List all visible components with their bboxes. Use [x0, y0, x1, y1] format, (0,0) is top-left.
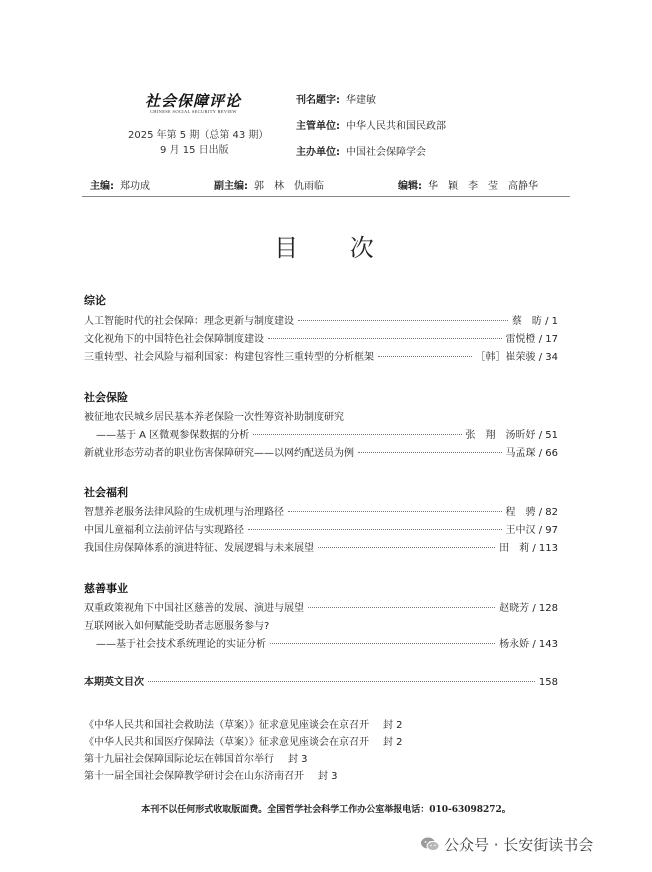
chief-editor-label: 主编:	[90, 181, 114, 192]
entry-author-page: 蔡 昉 / 1	[511, 316, 558, 327]
entry-title: 互联网嵌入如何赋能受助者志愿服务参与?	[84, 621, 270, 632]
entry-title: 人工智能时代的社会保障：理念更新与制度建设	[84, 316, 294, 327]
leader-dots	[268, 338, 502, 339]
watermark	[420, 834, 593, 855]
leader-dots	[308, 607, 495, 608]
deputy-editor-names: 郭 林 仇雨临	[254, 181, 324, 192]
entry-author-page: 赵晓芳 / 128	[499, 603, 558, 614]
toc-entry[interactable]	[84, 446, 558, 461]
leader-dots	[148, 681, 535, 682]
entry-title: 我国住房保障体系的演进特征、发展逻辑与未来展望	[84, 543, 314, 554]
header-divider	[82, 196, 570, 197]
footer-notice: 本刊不以任何形式收取版面费。全国哲学社会科学工作办公室举报电话：010-63098272。	[141, 805, 511, 815]
cover-note-text: 《中华人民共和国社会救助法（草案）》征求意见座谈会在京召开	[84, 720, 369, 731]
toc-entry[interactable]	[84, 332, 558, 347]
section-title-charity: 慈善事业	[84, 582, 128, 595]
toc-entry[interactable]	[84, 619, 558, 634]
cover-note-text: 第十一届全国社会保障教学研讨会在山东济南召开	[84, 771, 304, 782]
leader-dots	[378, 356, 472, 357]
leader-dots	[248, 529, 502, 530]
toc-entry[interactable]	[84, 541, 558, 556]
entry-author-page: 张 翔 汤昕妤 / 51	[465, 430, 558, 441]
meta-label: 主办单位:	[296, 147, 340, 158]
entry-page: 158	[538, 677, 558, 688]
cover-note	[84, 733, 403, 748]
toc-title: 目 次	[274, 234, 396, 262]
deputy-editor-label: 副主编:	[214, 181, 248, 192]
leader-dots	[288, 511, 502, 512]
entry-title: 本期英文目次	[84, 677, 144, 688]
publication-date: 9 月 15 日出版	[160, 145, 229, 156]
cover-note-page: 封 3	[288, 754, 308, 765]
section-title-social-insurance: 社会保险	[84, 391, 128, 404]
entry-title: 被征地农民城乡居民基本养老保险一次性筹资补助制度研究	[84, 412, 344, 423]
entry-author-page: ［韩］崔荣骏 / 34	[475, 352, 558, 363]
meta-label: 刊名题字:	[296, 95, 340, 106]
journal-logo: 社会保障评论	[145, 92, 242, 110]
leader-dots	[298, 320, 508, 321]
entry-author-page: 杨永娇 / 143	[499, 639, 558, 650]
meta-title-calligraphy	[296, 91, 376, 106]
cover-note	[84, 767, 338, 782]
entry-author-page: 田 莉 / 113	[499, 543, 558, 554]
toc-entry-subtitle[interactable]	[96, 637, 558, 652]
editors-names: 华 颖 李 莹 高静华	[428, 181, 538, 192]
toc-entry[interactable]	[84, 410, 558, 425]
toc-entry[interactable]	[84, 314, 558, 329]
toc-entry[interactable]	[84, 350, 558, 365]
entry-title: 三重转型、社会风险与福利国家：构建包容性三重转型的分析框架	[84, 352, 374, 363]
watermark-text: 公众号 · 长安街读书会	[444, 836, 594, 854]
deputy-editor	[214, 177, 324, 192]
entry-author-page: 王中汉 / 97	[505, 525, 558, 536]
cover-note	[84, 750, 308, 765]
leader-dots	[253, 434, 461, 435]
editors	[398, 177, 538, 192]
meta-value: 中华人民共和国民政部	[346, 121, 446, 132]
meta-value: 华建敏	[346, 95, 376, 106]
entry-author-page: 雷悦橙 / 17	[505, 334, 558, 345]
meta-label: 主管单位:	[296, 121, 340, 132]
issue-number: 2025 年第 5 期（总第 43 期）	[128, 130, 269, 141]
toc-entry[interactable]	[84, 601, 558, 616]
journal-logo-subtitle: CHINESE SOCIAL SECURITY REVIEW	[150, 109, 237, 114]
cover-note-text: 《中华人民共和国医疗保障法（草案）》征求意见座谈会在京召开	[84, 737, 369, 748]
leader-dots	[270, 643, 495, 644]
editors-label: 编辑:	[398, 181, 422, 192]
cover-note-page: 封 2	[383, 720, 403, 731]
toc-entry[interactable]	[84, 505, 558, 520]
english-toc-entry[interactable]	[84, 675, 558, 690]
leader-dots	[358, 452, 502, 453]
toc-entry[interactable]	[84, 523, 558, 538]
cover-note-text: 第十九届社会保障国际论坛在韩国首尔举行	[84, 754, 274, 765]
entry-title: ——基于社会技术系统理论的实证分析	[96, 639, 266, 650]
entry-title: 新就业形态劳动者的职业伤害保障研究——以网约配送员为例	[84, 448, 354, 459]
meta-supervisor	[296, 117, 446, 132]
leader-dots	[318, 547, 495, 548]
cover-note-page: 封 2	[383, 737, 403, 748]
chief-editor-name: 郑功成	[120, 181, 150, 192]
meta-value: 中国社会保障学会	[346, 147, 426, 158]
entry-author-page: 马孟琛 / 66	[505, 448, 558, 459]
section-title-social-welfare: 社会福利	[84, 486, 128, 499]
entry-title: 文化视角下的中国特色社会保障制度建设	[84, 334, 264, 345]
entry-title: 智慧养老服务法律风险的生成机理与治理路径	[84, 507, 284, 518]
toc-entry-subtitle[interactable]	[96, 428, 558, 443]
cover-note-page: 封 3	[318, 771, 338, 782]
wechat-icon	[420, 836, 440, 852]
meta-sponsor	[296, 143, 426, 158]
entry-title: 双重政策视角下中国社区慈善的发展、演进与展望	[84, 603, 304, 614]
entry-author-page: 程 骋 / 82	[505, 507, 558, 518]
entry-title: ——基于 A 区微观参保数据的分析	[96, 430, 250, 441]
section-title-overview: 综论	[84, 294, 106, 307]
entry-title: 中国儿童福利立法前评估与实现路径	[84, 525, 244, 536]
cover-note	[84, 716, 403, 731]
chief-editor	[90, 177, 150, 192]
